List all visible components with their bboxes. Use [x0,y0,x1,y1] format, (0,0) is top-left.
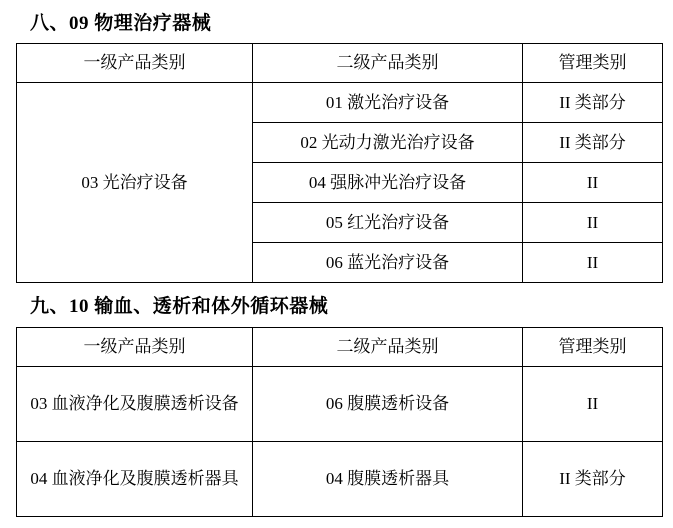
level1-category-cell: 03 血液净化及腹膜透析设备 [17,367,253,442]
management-category-cell: II [523,203,663,243]
management-category-cell: II [523,367,663,442]
table-header-row [17,44,663,83]
level1-category-cell: 03 光治疗设备 [17,83,253,283]
column-header-management: 管理类别 [523,328,663,367]
column-header-level2: 二级产品类别 [253,44,523,83]
level2-category-cell: 04 强脉冲光治疗设备 [253,163,523,203]
table-row [17,442,663,517]
management-category-cell: II [523,243,663,283]
level2-category-cell: 02 光动力激光治疗设备 [253,123,523,163]
management-category-cell: II 类部分 [523,442,663,517]
level2-category-cell: 06 蓝光治疗设备 [253,243,523,283]
transfusion-dialysis-table [16,327,663,517]
level2-category-cell: 01 激光治疗设备 [253,83,523,123]
management-category-cell: II [523,163,663,203]
level2-category-cell: 05 红光治疗设备 [253,203,523,243]
column-header-level2: 二级产品类别 [253,328,523,367]
column-header-management: 管理类别 [523,44,663,83]
table-row [17,367,663,442]
column-header-level1: 一级产品类别 [17,44,253,83]
section-heading-transfusion-dialysis: 九、10 输血、透析和体外循环器械 [30,296,329,317]
management-category-cell: II 类部分 [523,83,663,123]
physical-therapy-table [16,43,663,283]
table-header-row [17,328,663,367]
section-heading-physical-therapy: 八、09 物理治疗器械 [30,13,212,34]
level1-category-cell: 04 血液净化及腹膜透析器具 [17,442,253,517]
level2-category-cell: 04 腹膜透析器具 [253,442,523,517]
table-row [17,83,663,123]
column-header-level1: 一级产品类别 [17,328,253,367]
management-category-cell: II 类部分 [523,123,663,163]
level2-category-cell: 06 腹膜透析设备 [253,367,523,442]
